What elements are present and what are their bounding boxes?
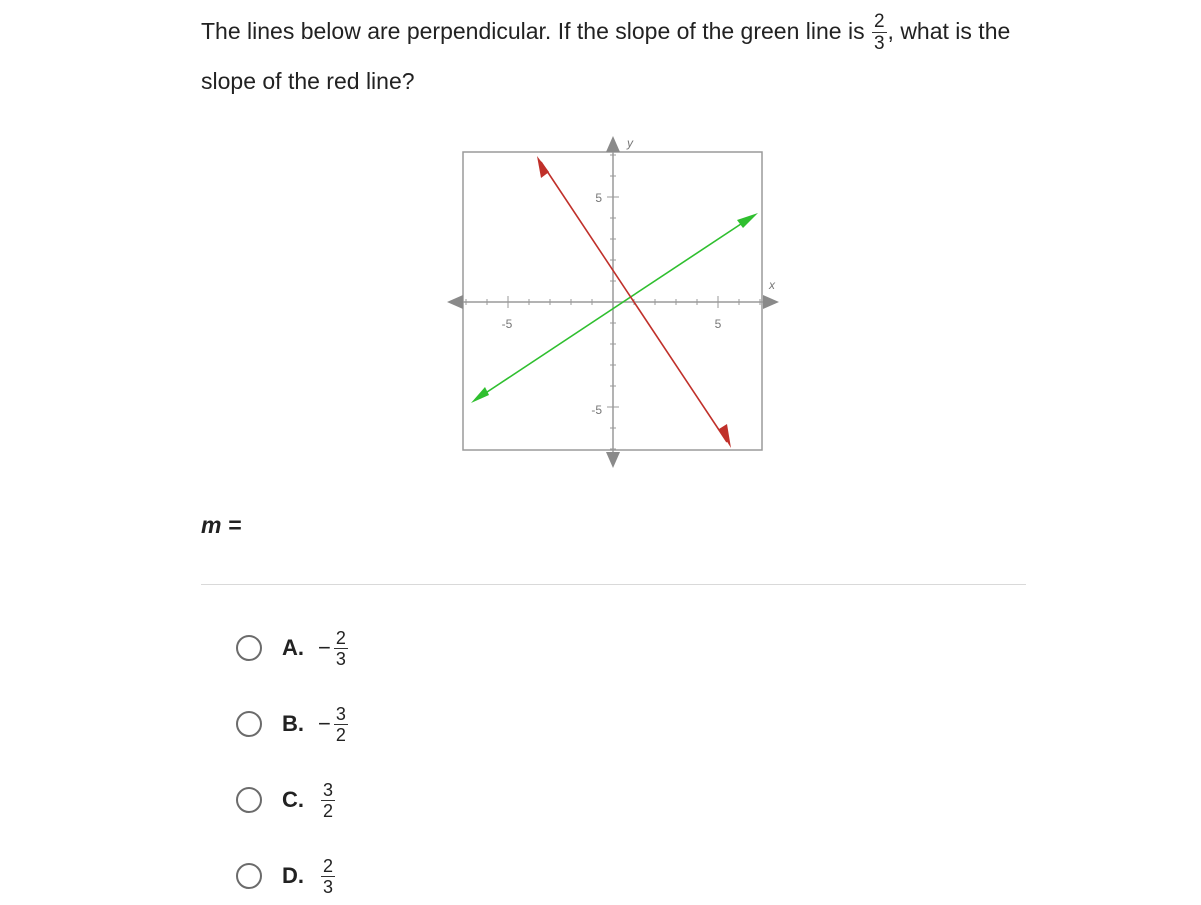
x-tick-label-pos: 5 [714, 317, 722, 331]
choice-denominator: 2 [335, 724, 346, 745]
choice-c[interactable] [236, 777, 336, 823]
x-axis-left-arrow-icon [447, 295, 463, 309]
choice-expression [318, 781, 336, 820]
x-axis-label: x [769, 278, 775, 292]
coordinate-graph [447, 134, 779, 468]
choice-letter: C. [282, 787, 304, 812]
choice-a[interactable] [236, 625, 349, 671]
choice-sign: − [318, 635, 331, 660]
question-text [201, 6, 1031, 106]
choice-expression [318, 629, 349, 668]
y-axis-up-arrow-icon [606, 136, 620, 152]
choice-d[interactable] [236, 853, 336, 899]
radio-button[interactable] [236, 863, 262, 889]
y-axis-label: y [627, 136, 633, 150]
radio-button[interactable] [236, 635, 262, 661]
radio-button[interactable] [236, 711, 262, 737]
choice-sign: − [318, 711, 331, 736]
choice-numerator: 2 [335, 627, 346, 648]
choice-fraction [334, 705, 348, 744]
given-slope-denominator: 3 [873, 33, 885, 55]
choice-numerator: 3 [323, 779, 334, 800]
y-tick-label-neg: -5 [591, 403, 602, 417]
divider [201, 584, 1026, 585]
answer-prompt: m = [201, 512, 242, 538]
choice-denominator: 3 [335, 648, 346, 669]
choice-fraction [321, 857, 335, 896]
choice-denominator: 3 [323, 876, 334, 897]
radio-button[interactable] [236, 787, 262, 813]
choice-fraction [321, 781, 335, 820]
question-text-before: The lines below are perpendicular. If the slope of the green line is [201, 18, 865, 44]
choice-b[interactable] [236, 701, 349, 747]
given-slope-numerator: 2 [873, 11, 885, 33]
question-text-after: , what is the slope of the red line? [201, 18, 1011, 94]
x-tick-label-neg: -5 [501, 317, 513, 331]
choice-letter: A. [282, 635, 304, 660]
choice-numerator: 3 [335, 703, 346, 724]
choice-fraction [334, 629, 348, 668]
x-axis-right-arrow-icon [763, 295, 779, 309]
choice-expression [318, 857, 336, 896]
choice-expression [318, 705, 349, 744]
choice-letter: B. [282, 711, 304, 736]
choice-denominator: 2 [323, 800, 334, 821]
y-tick-label-pos: 5 [595, 191, 602, 205]
y-axis-down-arrow-icon [606, 452, 620, 468]
choice-letter: D. [282, 863, 304, 888]
given-slope-fraction [872, 12, 887, 53]
choice-numerator: 2 [323, 855, 334, 876]
